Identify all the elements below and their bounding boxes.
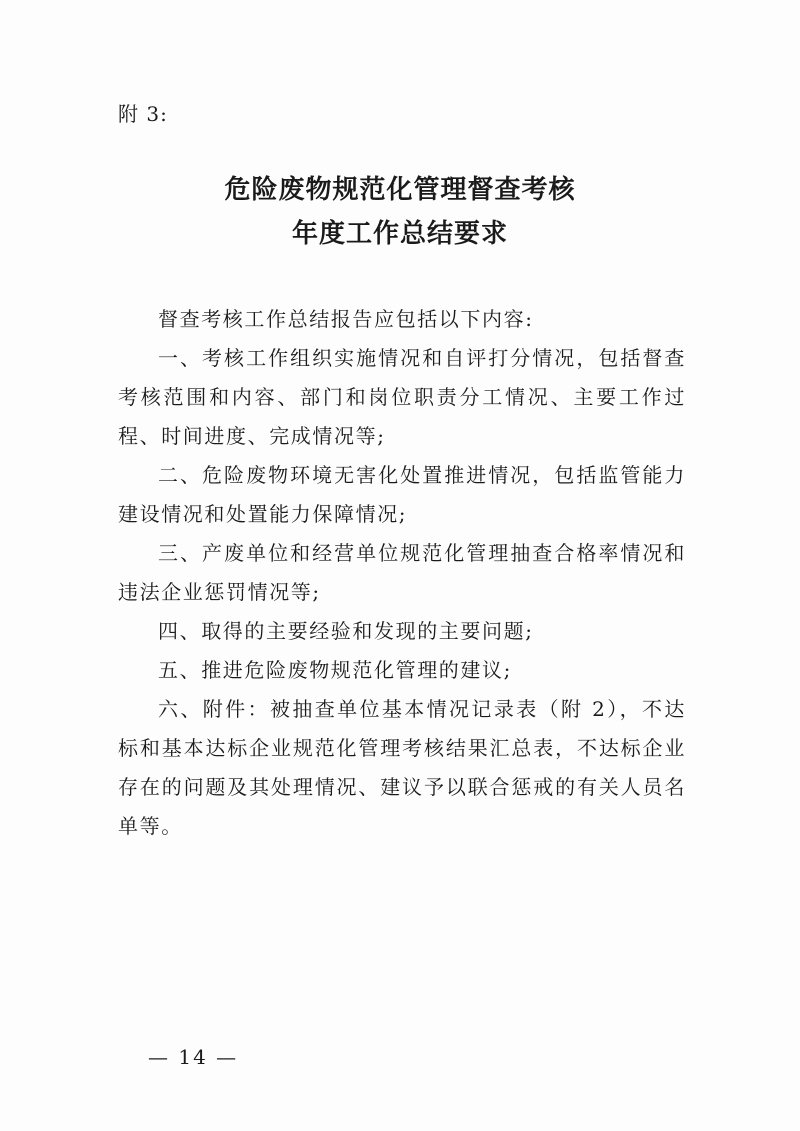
- intro-paragraph: 督查考核工作总结报告应包括以下内容:: [158, 307, 534, 331]
- title-line-1: 危险废物规范化管理督查考核: [224, 175, 576, 205]
- item-6-paragraph: 六、附件：被抽查单位基本情况记录表（附 2），不达标和基本达标企业规范化管理考核结果汇总表，不达标企业存在的问题及其处理情况、建议予以联合惩戒的有关人员名单等。: [118, 697, 686, 838]
- attachment-label: 附 3:: [118, 102, 168, 126]
- document-body: [118, 300, 686, 846]
- title-line-2: 年度工作总结要求: [291, 219, 508, 249]
- item-5-paragraph: 五、推进危险废物规范化管理的建议;: [158, 658, 512, 682]
- item-2-paragraph: 二、危险废物环境无害化处置推进情况，包括监管能力建设情况和处置能力保障情况;: [118, 463, 686, 526]
- item-4-paragraph: 四、取得的主要经验和发现的主要问题;: [158, 619, 534, 643]
- document-title: [0, 168, 800, 256]
- page-number: — 14 —: [148, 1045, 239, 1069]
- item-1-paragraph: 一、考核工作组织实施情况和自评打分情况，包括督查考核范围和内容、部门和岗位职责分工情况、主要工作过程、时间进度、完成情况等;: [118, 346, 686, 448]
- item-3-paragraph: 三、产废单位和经营单位规范化管理抽查合格率情况和违法企业惩罚情况等;: [118, 541, 686, 604]
